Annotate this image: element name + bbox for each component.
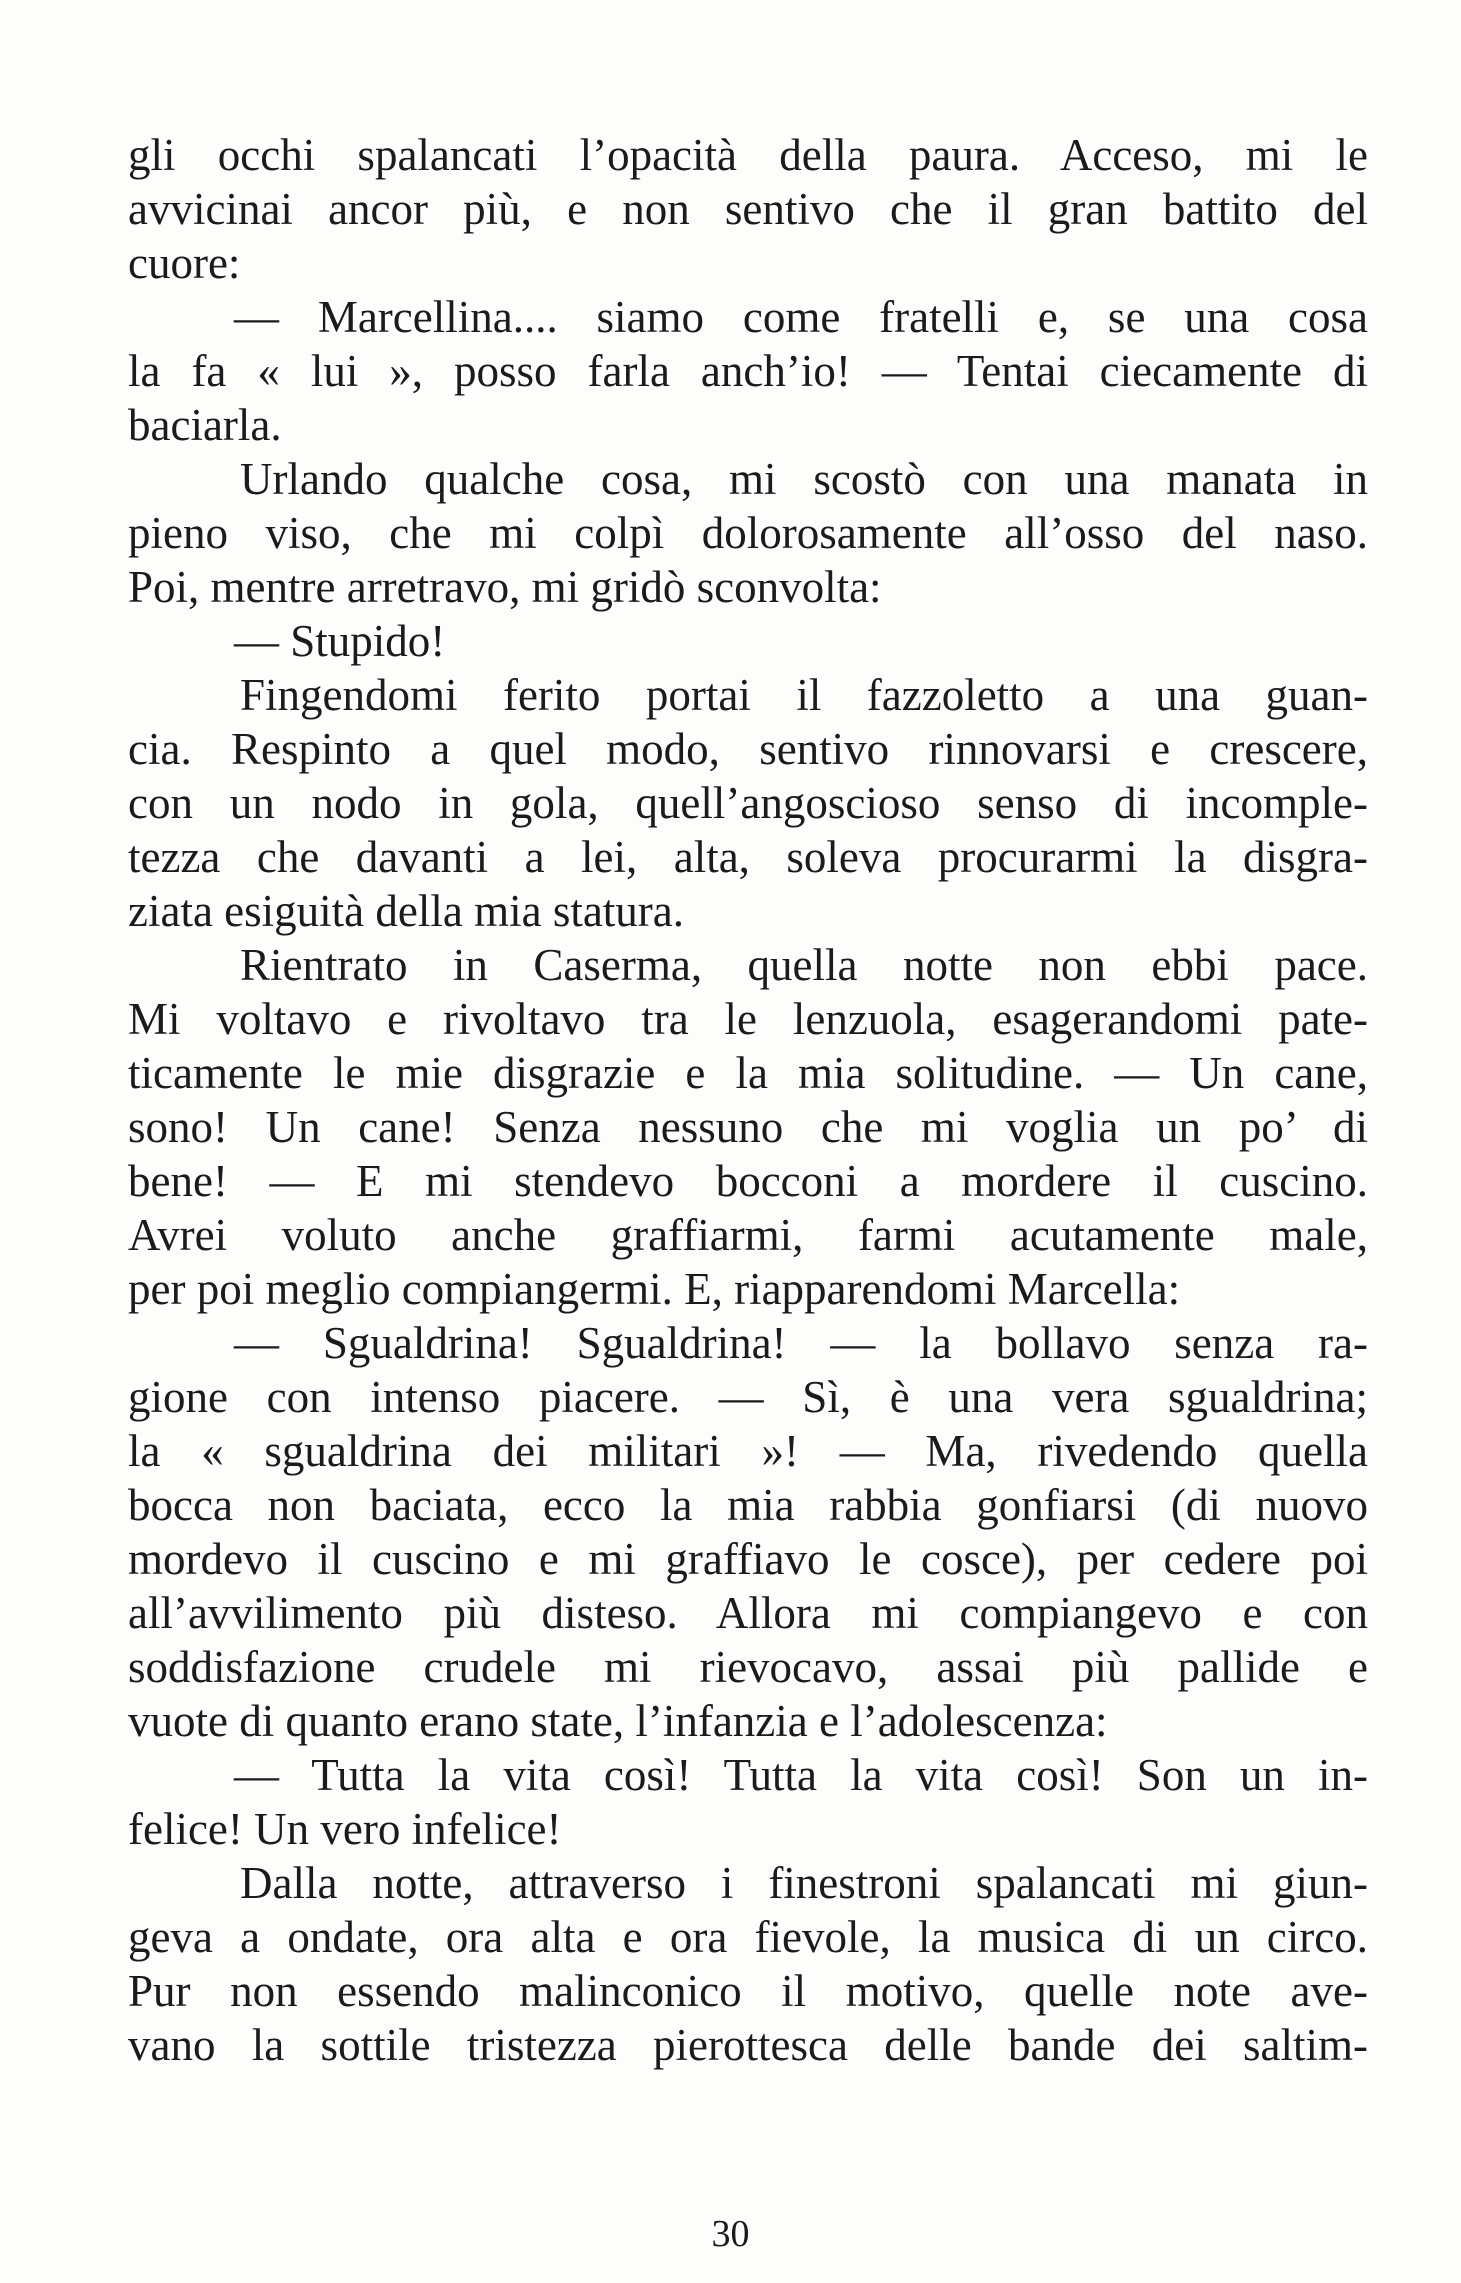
page-number: 30 — [711, 2213, 750, 2255]
text-line: cia. Respinto a quel modo, sentivo rinnovarsi e crescere, — [128, 724, 1368, 774]
text-line: vano la sottile tristezza pierottesca delle bande dei saltim- — [128, 2020, 1368, 2070]
text-line: Mi voltavo e rivoltavo tra le lenzuola, esagerandomi pate- — [128, 994, 1368, 1044]
text-line: felice! Un vero infelice! — [128, 1804, 562, 1854]
text-line: all’avvilimento più disteso. Allora mi compiangevo e con — [128, 1588, 1368, 1638]
text-line: Fingendomi ferito portai il fazzoletto a una guan- — [240, 670, 1368, 720]
text-line: Urlando qualche cosa, mi scostò con una manata in — [240, 454, 1368, 504]
text-line: — Sgualdrina! Sgualdrina! — la bollavo senza ra- — [234, 1318, 1368, 1368]
text-line: bene! — E mi stendevo bocconi a mordere il cuscino. — [128, 1156, 1368, 1206]
text-line: pieno viso, che mi colpì dolorosamente all’osso del naso. — [128, 508, 1368, 558]
text-line: Poi, mentre arretravo, mi gridò sconvolta: — [128, 562, 882, 612]
body-text — [128, 128, 1368, 2072]
text-line: sono! Un cane! Senza nessuno che mi voglia un po’ di — [128, 1102, 1368, 1152]
text-line: Avrei voluto anche graffiarmi, farmi acutamente male, — [128, 1210, 1368, 1260]
text-line: — Marcellina.... siamo come fratelli e, se una cosa — [234, 292, 1368, 342]
text-line: baciarla. — [128, 400, 282, 450]
text-line: vuote di quanto erano state, l’infanzia e l’adolescenza: — [128, 1696, 1108, 1746]
text-line: per poi meglio compiangermi. E, riapparendomi Marcella: — [128, 1264, 1181, 1314]
text-line: soddisfazione crudele mi rievocavo, assai più pallide e — [128, 1642, 1368, 1692]
text-line: mordevo il cuscino e mi graffiavo le cosce), per cedere poi — [128, 1534, 1368, 1584]
text-line: tezza che davanti a lei, alta, soleva procurarmi la disgra- — [128, 832, 1368, 882]
text-line: gli occhi spalancati l’opacità della paura. Acceso, mi le — [128, 130, 1368, 180]
text-line: geva a ondate, ora alta e ora fievole, la musica di un circo. — [128, 1912, 1368, 1962]
text-line: Rientrato in Caserma, quella notte non ebbi pace. — [240, 940, 1368, 990]
text-line: — Stupido! — [234, 616, 446, 666]
text-line: la « sgualdrina dei militari »! — Ma, rivedendo quella — [128, 1426, 1368, 1476]
text-line: bocca non baciata, ecco la mia rabbia gonfiarsi (di nuovo — [128, 1480, 1368, 1530]
text-line: cuore: — [128, 238, 241, 288]
text-line: ziata esiguità della mia statura. — [128, 886, 685, 936]
text-line: la fa « lui », posso farla anch’io! — Tentai ciecamente di — [128, 346, 1368, 396]
text-line: Dalla notte, attraverso i finestroni spalancati mi giun- — [240, 1858, 1368, 1908]
text-line: ticamente le mie disgrazie e la mia solitudine. — Un cane, — [128, 1048, 1368, 1098]
text-line: — Tutta la vita così! Tutta la vita così! Son un in- — [234, 1750, 1368, 1800]
text-line: con un nodo in gola, quell’angoscioso senso di incomple- — [128, 778, 1368, 828]
text-line: gione con intenso piacere. — Sì, è una vera sgualdrina; — [128, 1372, 1368, 1422]
text-line: Pur non essendo malinconico il motivo, quelle note ave- — [128, 1966, 1368, 2016]
text-line: avvicinai ancor più, e non sentivo che il gran battito del — [128, 184, 1368, 234]
